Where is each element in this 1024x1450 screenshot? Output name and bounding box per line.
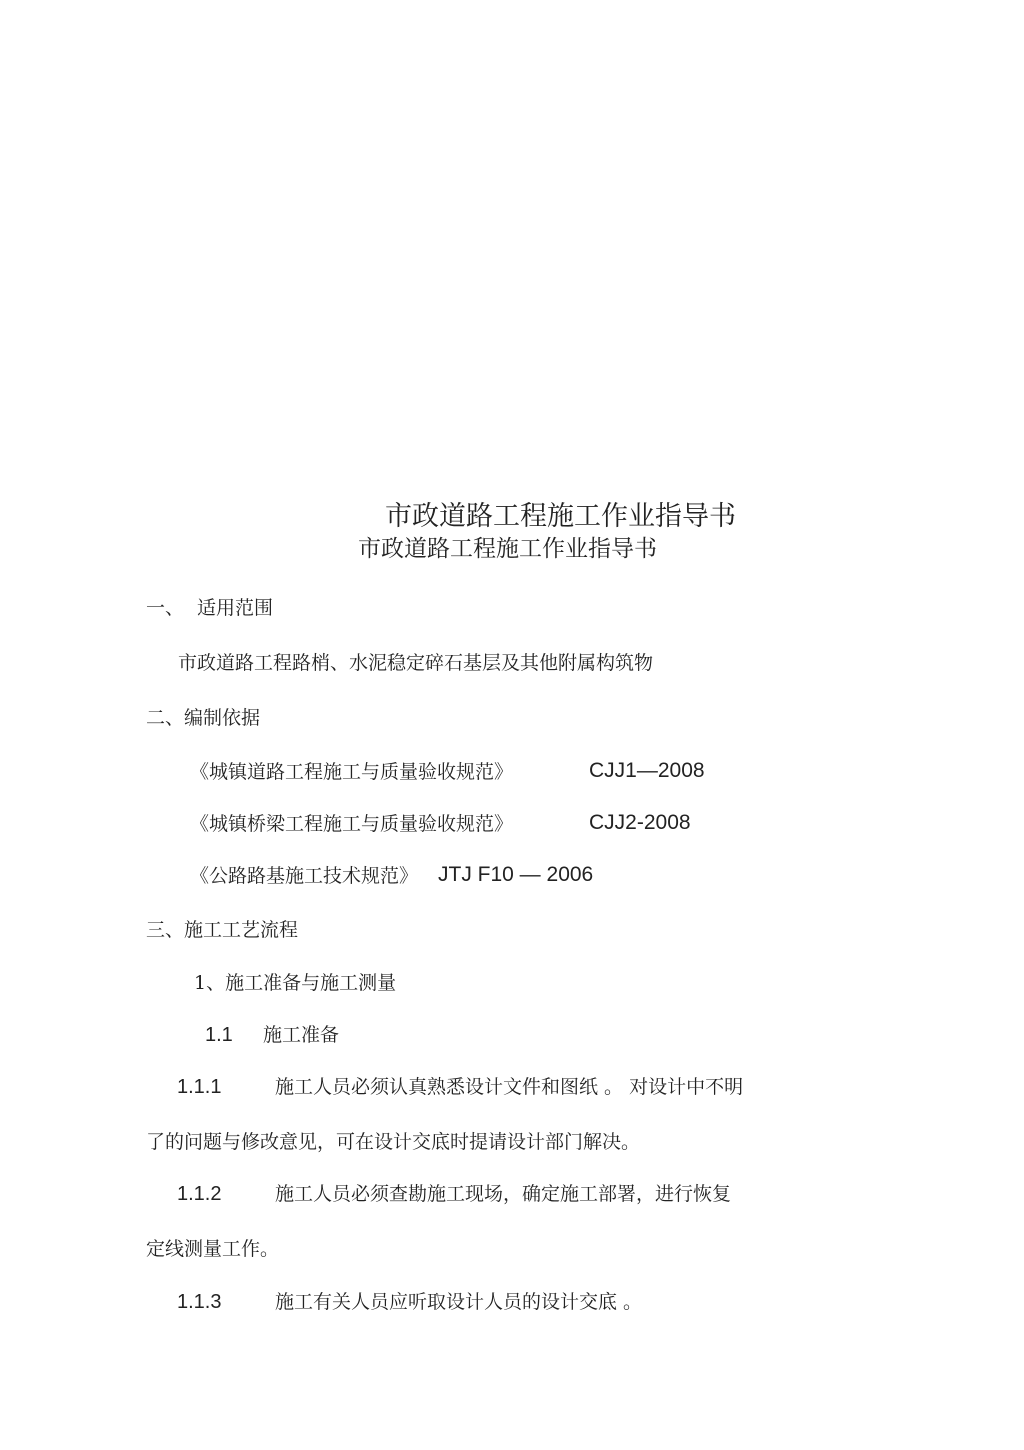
section-1-content: 市政道路工程路梢、水泥稳定碎石基层及其他附属构筑物	[178, 652, 654, 674]
subsection-1-heading: 1、施工准备与施工测量	[194, 972, 397, 994]
subsubsection-1-1-title: 施工准备	[263, 1024, 340, 1046]
reference-2-code: CJJ2-2008	[589, 811, 691, 834]
section-3-heading: 三、施工工艺流程	[146, 919, 299, 941]
document-title: 市政道路工程施工作业指导书	[385, 501, 736, 532]
item-1-1-3-number: 1.1.3	[177, 1291, 222, 1313]
item-1-1-2-number: 1.1.2	[177, 1183, 222, 1205]
item-1-1-1-number: 1.1.1	[177, 1076, 222, 1098]
reference-2-name: 《城镇桥梁工程施工与质量验收规范》	[190, 813, 514, 835]
item-1-1-2-continuation: 定线测量工作。	[146, 1238, 280, 1260]
reference-1-name: 《城镇道路工程施工与质量验收规范》	[190, 761, 514, 783]
reference-3-name: 《公路路基施工技术规范》	[190, 865, 419, 887]
reference-1-code: CJJ1—2008	[589, 759, 705, 782]
item-1-1-3-text: 施工有关人员应听取设计人员的设计交底 。	[275, 1291, 643, 1313]
item-1-1-2-text: 施工人员必须查勘施工现场，确定施工部署，进行恢复	[275, 1183, 732, 1205]
reference-3-code: JTJ F10 — 2006	[438, 863, 594, 886]
section-1-number: 一、	[146, 597, 185, 619]
subsubsection-1-1-number: 1.1	[205, 1024, 233, 1046]
section-2-heading: 二、编制依据	[146, 707, 261, 729]
item-1-1-1-text: 施工人员必须认真熟悉设计文件和图纸 。 对设计中不明	[275, 1076, 744, 1098]
section-1-heading: 适用范围	[197, 597, 274, 619]
item-1-1-1-continuation: 了的问题与修改意见，可在设计交底时提请设计部门解决。	[146, 1131, 641, 1153]
document-subtitle: 市政道路工程施工作业指导书	[358, 536, 657, 562]
